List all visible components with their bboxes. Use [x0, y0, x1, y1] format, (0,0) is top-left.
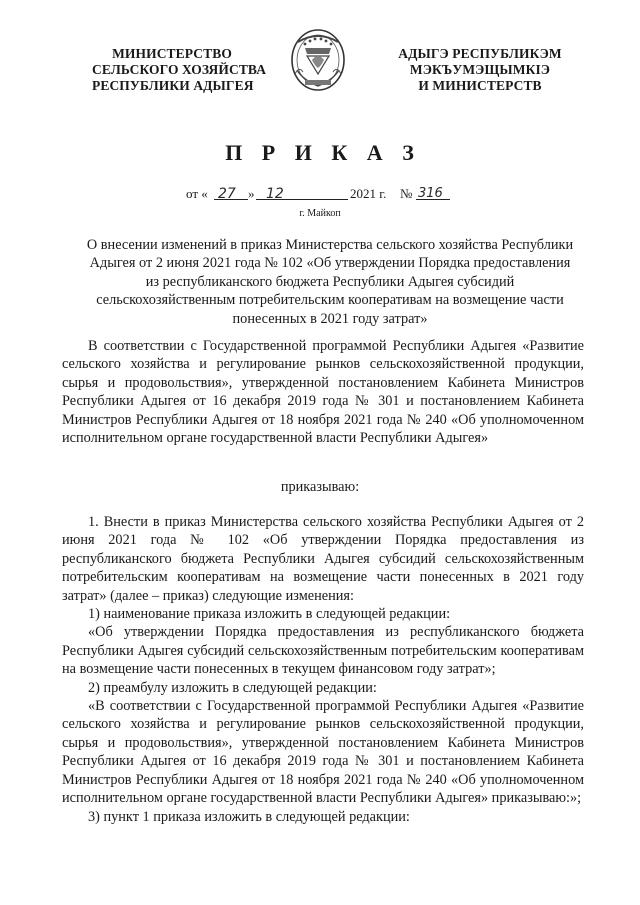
handwritten-number: 316: [418, 186, 443, 201]
preamble-block: [62, 337, 584, 447]
ministry-name-line: МЭКЪУМЭЩЫМКIЭ: [409, 62, 551, 77]
city-label: г. Майкоп: [299, 208, 341, 219]
ministry-name-line: МИНИСТЕРСТВО: [112, 46, 232, 61]
subject-line: понесенных в 2021 году затрат»: [232, 310, 428, 327]
subject-line: О внесении изменений в приказ Министерства сельского хозяйства Республики: [86, 237, 574, 253]
order-item-paragraph: 1. Внести в приказ Министерства сельского хозяйства Республики Адыгея от 2 июня 2021 года № 102 «Об утверждении Порядка предоставления из республиканского бюджета Республики Адыгея субсидий сельскохозяйственным потребительским кооперативам на возмещение части понесенных в 2021 году затрат» (далее – приказ) следующие изменения:: [62, 514, 584, 604]
subject-line: Адыгея от 2 июня 2021 года № 102 «Об утверждении Порядка предоставления: [89, 255, 571, 272]
subject-line: из республиканского бюджета Республики Адыгея субсидий: [145, 273, 515, 290]
order-item-paragraph: 3) пункт 1 приказа изложить в следующей редакции:: [88, 808, 410, 825]
order-subject: [70, 236, 590, 328]
document-title: П Р И К А З: [225, 140, 421, 165]
order-word: приказываю:: [280, 479, 360, 495]
handwritten-month: 12: [266, 186, 284, 202]
order-item-paragraph: 1) наименование приказа изложить в следующей редакции:: [88, 606, 451, 623]
handwritten-day: 27: [218, 186, 236, 202]
order-item-paragraph: «В соответствии с Государственной программой Республики Адыгея «Развитие сельского хозяйства и регулирование рынков сельскохозяйственной продукции, сырья и продовольствия», утвержденной постановлением Кабинета Министров Республики Адыгея от 16 декабря 2019 года № 301 и постановлением Кабинета Министров Республики Адыгея от 18 ноября 2021 года № 240 «Об уполномоченном исполнительном органе государственной власти Республики Адыгея» приказываю:»;: [62, 698, 584, 807]
preamble-paragraph: В соответствии с Государственной программой Республики Адыгея «Развитие сельского хозяйства и регулирование рынков сельскохозяйственной продукции, сырья и продовольствия», утвержденной постановлением Кабинета Министров Республики Адыгея от 16 декабря 2019 года № 301 и постановлением Кабинета Министров Республики Адыгея от 18 ноября 2021 года № 240 «Об уполномоченном исполнительном органе государственной власти Республики Адыгея»: [62, 338, 584, 447]
ministry-name-adyghe: [380, 46, 580, 94]
ministry-name-line: СЕЛЬСКОГО ХОЗЯЙСТВА: [92, 62, 267, 77]
date-year: 2021 г.: [350, 186, 387, 201]
ministry-name-line: АДЫГЭ РЕСПУБЛИКЭМ: [398, 46, 562, 61]
ministry-name-line: РЕСПУБЛИКИ АДЫГЕЯ: [92, 78, 254, 93]
order-item-paragraph: 2) преамбулу изложить в следующей редакции:: [88, 679, 377, 696]
order-item-paragraph: «Об утверждении Порядка предоставления из республиканского бюджета Республики Адыгея субсидий сельскохозяйственным потребительским кооперативам на возмещение части понесенных в текущем финансовом году затрат»;: [62, 624, 584, 678]
date-close-quote: »: [248, 186, 255, 201]
ministry-name-line: И МИНИСТЕРСТВ: [418, 78, 542, 93]
order-date-number-line: [186, 182, 486, 204]
subject-line: сельскохозяйственным потребительским кооперативам на возмещение части: [96, 292, 564, 309]
date-prefix: от «: [186, 186, 208, 201]
order-items: [62, 513, 584, 826]
adygea-coat-of-arms-icon: [285, 22, 351, 94]
ministry-name-russian: [92, 46, 267, 94]
number-label: №: [400, 186, 413, 201]
